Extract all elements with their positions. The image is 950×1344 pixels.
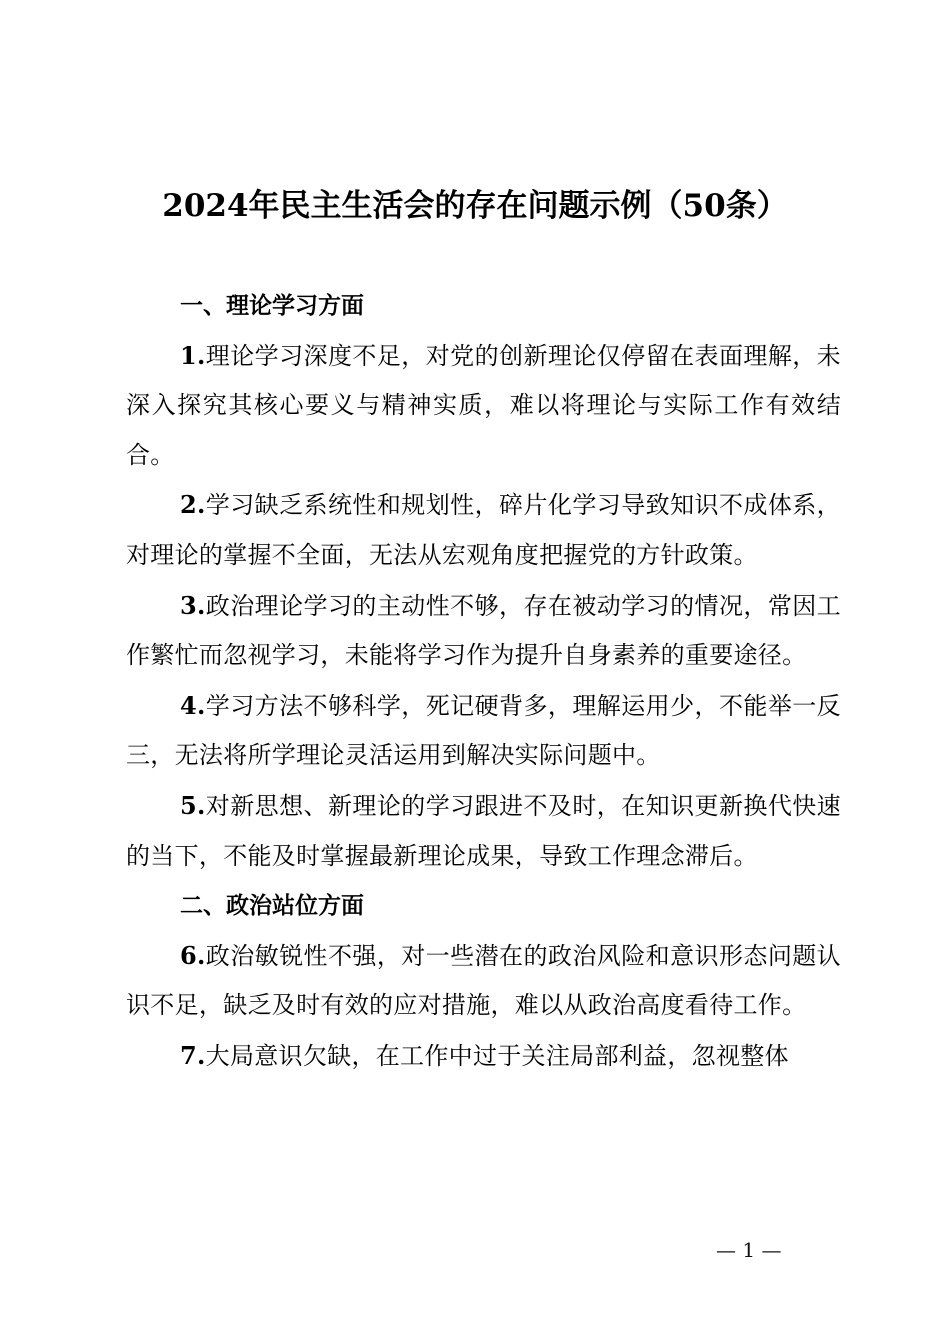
item-number: 2. bbox=[180, 490, 206, 520]
section-heading: 二、政治站位方面 bbox=[180, 892, 364, 920]
list-item bbox=[126, 681, 841, 781]
section-heading: 一、理论学习方面 bbox=[180, 292, 364, 319]
document-body bbox=[126, 281, 841, 1082]
item-number: 6. bbox=[180, 940, 206, 970]
item-number: 5. bbox=[180, 790, 206, 820]
item-text: 政治理论学习的主动性不够，存在被动学习的情况，常因工作繁忙而忽视学习，未能将学习作为提升自身素养的重要途径。 bbox=[126, 591, 841, 670]
list-item bbox=[126, 781, 841, 881]
item-text: 学习方法不够科学，死记硬背多，理解运用少，不能举一反三，无法将所学理论灵活运用到解决实际问题中。 bbox=[126, 691, 841, 770]
list-item bbox=[126, 480, 841, 580]
item-number: 4. bbox=[180, 690, 206, 720]
list-item bbox=[126, 931, 841, 1031]
item-number: 7. bbox=[180, 1040, 206, 1070]
list-item bbox=[126, 331, 841, 481]
page-number: — 1 — bbox=[716, 1238, 782, 1262]
item-number: 3. bbox=[180, 590, 206, 620]
item-text: 大局意识欠缺，在工作中过于关注局部利益，忽视整体 bbox=[205, 1041, 789, 1070]
document-title: 2024年民主生活会的存在问题示例（50条） bbox=[162, 188, 788, 224]
list-item bbox=[126, 581, 841, 681]
item-text: 理论学习深度不足，对党的创新理论仅停留在表面理解，未深入探究其核心要义与精神实质，难以将理论与实际工作有效结合。 bbox=[126, 341, 841, 469]
item-text: 学习缺乏系统性和规划性，碎片化学习导致知识不成体系，对理论的掌握不全面，无法从宏观角度把握党的方针政策。 bbox=[126, 491, 841, 569]
item-number: 1. bbox=[180, 340, 206, 370]
list-item bbox=[126, 1031, 841, 1082]
item-text: 政治敏锐性不强，对一些潜在的政治风险和意识形态问题认识不足，缺乏及时有效的应对措施，难以从政治高度看待工作。 bbox=[126, 941, 841, 1020]
item-text: 对新思想、新理论的学习跟进不及时，在知识更新换代快速的当下，不能及时掌握最新理论成果，导致工作理念滞后。 bbox=[126, 791, 841, 870]
